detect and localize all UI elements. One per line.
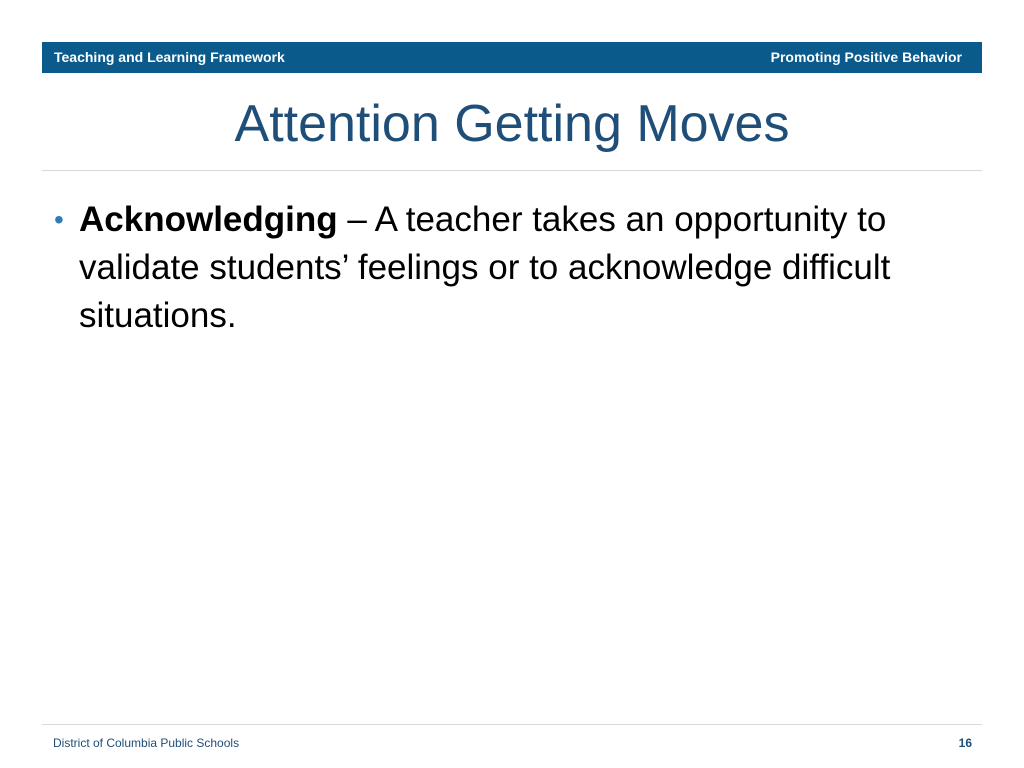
header-bar [42,42,982,73]
footer-divider [42,724,982,725]
footer-organization: District of Columbia Public Schools [53,736,240,750]
bullet-icon: • [54,204,64,235]
bullet-description: – A teacher takes an opportunity to validate students’ feelings or to acknowledge difficult situations. [79,200,891,335]
slide-title: Attention Getting Moves [234,95,790,153]
header-topic-label: Promoting Positive Behavior [770,49,962,65]
bullet-list [52,196,972,340]
header-framework-label: Teaching and Learning Framework [54,49,285,65]
bullet-item [52,196,972,340]
title-divider [42,170,982,171]
bullet-term: Acknowledging [79,200,338,239]
page-number: 16 [958,736,972,750]
